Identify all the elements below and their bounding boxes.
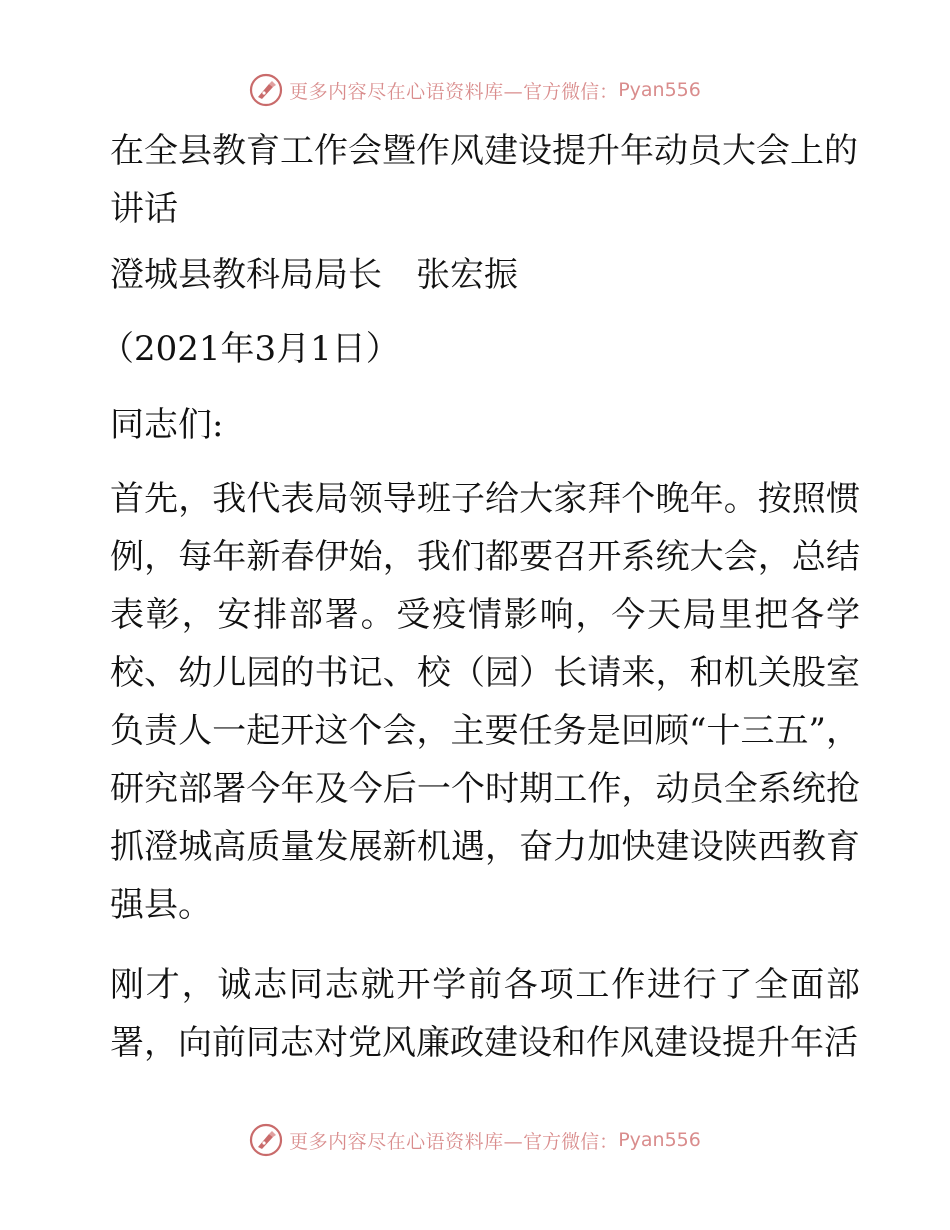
document-body (100, 122, 860, 1094)
pen-nib-logo-icon (249, 1123, 283, 1157)
document-author: 澄城县教科局局长 张宏振 (110, 255, 518, 295)
watermark-wechat-id: Pyan556 (618, 1129, 701, 1151)
footer-watermark (0, 1120, 950, 1160)
salutation: 同志们: (110, 405, 224, 445)
watermark-site-text: 更多内容尽在心语资料库— (289, 1130, 524, 1153)
header-watermark (0, 70, 950, 110)
document-title: 在全县教育工作会暨作风建设提升年动员大会上的讲话 (110, 131, 858, 229)
pen-nib-logo-icon (249, 73, 283, 107)
document-date: （2021年3月1日） (100, 329, 400, 369)
watermark-wechat-label: 官方微信： (523, 80, 619, 103)
paragraph: 首先，我代表局领导班子给大家拜个晚年。按照惯例，每年新春伊始，我们都要召开系统大会，总结表彰，安排部署。受疫情影响，今天局里把各学校、幼儿园的书记、校（园）长请来，和机关股室负责人一起开这个会，主要任务是回顾“十三五”，研究部署今年及今后一个时期工作，动员全系统抢抓澄城高质量发展新机遇，奋力加快建设陕西教育强县。 (110, 479, 860, 925)
watermark-wechat-id: Pyan556 (618, 79, 701, 101)
watermark-site-text: 更多内容尽在心语资料库— (289, 80, 524, 103)
watermark-wechat-label: 官方微信： (523, 1130, 619, 1153)
paragraph: 刚才，诚志同志就开学前各项工作进行了全面部署，向前同志对党风廉政建设和作风建设提升年活 (110, 965, 860, 1063)
